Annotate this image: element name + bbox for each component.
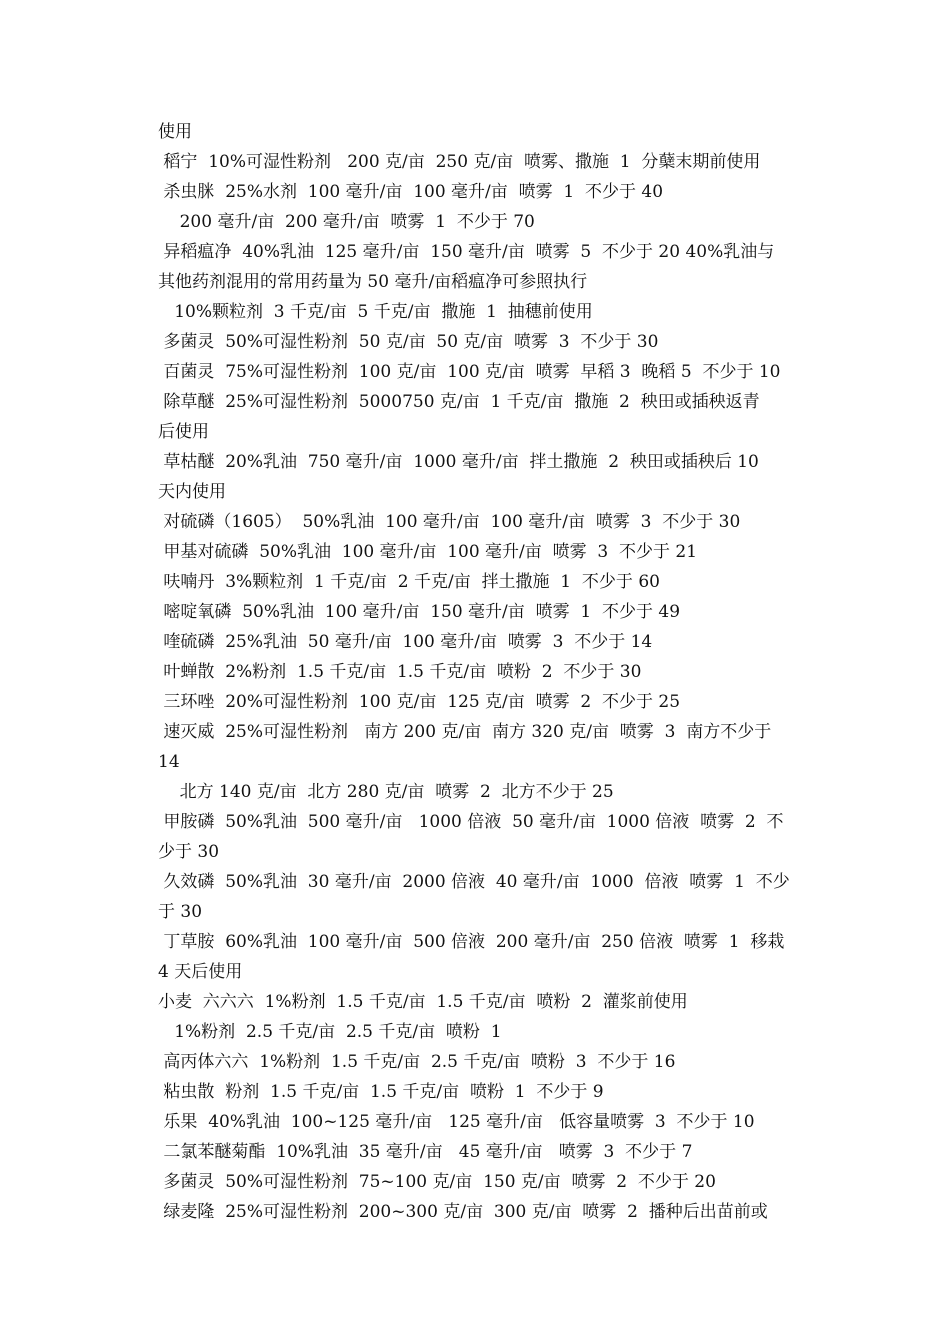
text-line: 杀虫脒 25%水剂 100 毫升/亩 100 毫升/亩 喷雾 1 不少于 40 — [158, 182, 664, 202]
text-line: 丁草胺 60%乳油 100 毫升/亩 500 倍液 200 毫升/亩 250 倍液 喷雾 1 移栽 — [158, 932, 785, 952]
text-line: 速灭威 25%可湿性粉剂 南方 200 克/亩 南方 320 克/亩 喷雾 3 南方不少于 — [158, 722, 772, 742]
text-line: 百菌灵 75%可湿性粉剂 100 克/亩 100 克/亩 喷雾 早稻 3 晚稻 5 不少于 10 — [158, 362, 781, 382]
text-line: 久效磷 50%乳油 30 毫升/亩 2000 倍液 40 毫升/亩 1000 倍液 喷雾 1 不少 — [158, 872, 790, 892]
text-line: 嘧啶氧磷 50%乳油 100 毫升/亩 150 毫升/亩 喷雾 1 不少于 49 — [158, 602, 681, 622]
text-line: 对硫磷（1605） 50%乳油 100 毫升/亩 100 毫升/亩 喷雾 3 不少于 30 — [158, 512, 741, 532]
text-line: 二氯苯醚菊酯 10%乳油 35 毫升/亩 45 毫升/亩 喷雾 3 不少于 7 — [158, 1142, 693, 1162]
text-line: 4 天后使用 — [158, 962, 243, 982]
text-line: 1%粉剂 2.5 千克/亩 2.5 千克/亩 喷粉 1 — [158, 1022, 502, 1042]
text-line: 于 30 — [158, 902, 203, 922]
text-line: 高丙体六六 1%粉剂 1.5 千克/亩 2.5 千克/亩 喷粉 3 不少于 16 — [158, 1052, 676, 1072]
text-line: 绿麦隆 25%可湿性粉剂 200~300 克/亩 300 克/亩 喷雾 2 播种后出苗前或 — [158, 1202, 768, 1222]
text-line: 后使用 — [158, 422, 209, 442]
text-line: 甲胺磷 50%乳油 500 毫升/亩 1000 倍液 50 毫升/亩 1000 倍液 喷雾 2 不 — [158, 812, 784, 832]
text-line: 小麦 六六六 1%粉剂 1.5 千克/亩 1.5 千克/亩 喷粉 2 灌浆前使用 — [158, 992, 688, 1012]
text-line: 使用 — [158, 122, 192, 142]
text-line: 少于 30 — [158, 842, 220, 862]
text-line: 甲基对硫磷 50%乳油 100 毫升/亩 100 毫升/亩 喷雾 3 不少于 21 — [158, 542, 698, 562]
document-body — [158, 117, 798, 1227]
text-line: 三环唑 20%可湿性粉剂 100 克/亩 125 克/亩 喷雾 2 不少于 25 — [158, 692, 681, 712]
text-line: 14 — [158, 752, 180, 772]
text-line: 多菌灵 50%可湿性粉剂 50 克/亩 50 克/亩 喷雾 3 不少于 30 — [158, 332, 659, 352]
text-line: 除草醚 25%可湿性粉剂 5000750 克/亩 1 千克/亩 撒施 2 秧田或插秧返青 — [158, 392, 760, 412]
text-line: 粘虫散 粉剂 1.5 千克/亩 1.5 千克/亩 喷粉 1 不少于 9 — [158, 1082, 604, 1102]
text-line: 200 毫升/亩 200 毫升/亩 喷雾 1 不少于 70 — [158, 212, 535, 232]
text-line: 10%颗粒剂 3 千克/亩 5 千克/亩 撒施 1 抽穗前使用 — [158, 302, 593, 322]
text-line: 稻宁 10%可湿性粉剂 200 克/亩 250 克/亩 喷雾、撒施 1 分蘖末期前使用 — [158, 152, 761, 172]
text-line: 乐果 40%乳油 100~125 毫升/亩 125 毫升/亩 低容量喷雾 3 不少于 10 — [158, 1112, 755, 1132]
text-line: 呋喃丹 3%颗粒剂 1 千克/亩 2 千克/亩 拌土撒施 1 不少于 60 — [158, 572, 660, 592]
text-line: 北方 140 克/亩 北方 280 克/亩 喷雾 2 北方不少于 25 — [158, 782, 614, 802]
text-line: 天内使用 — [158, 482, 226, 502]
text-line: 叶蝉散 2%粉剂 1.5 千克/亩 1.5 千克/亩 喷粉 2 不少于 30 — [158, 662, 642, 682]
text-line: 喹硫磷 25%乳油 50 毫升/亩 100 毫升/亩 喷雾 3 不少于 14 — [158, 632, 653, 652]
text-line: 异稻瘟净 40%乳油 125 毫升/亩 150 毫升/亩 喷雾 5 不少于 20 40%乳油与 — [158, 242, 775, 262]
text-line: 草枯醚 20%乳油 750 毫升/亩 1000 毫升/亩 拌土撒施 2 秧田或插秧后 10 — [158, 452, 759, 472]
text-line: 多菌灵 50%可湿性粉剂 75~100 克/亩 150 克/亩 喷雾 2 不少于 20 — [158, 1172, 716, 1192]
text-line: 其他药剂混用的常用药量为 50 毫升/亩稻瘟净可参照执行 — [158, 272, 588, 292]
